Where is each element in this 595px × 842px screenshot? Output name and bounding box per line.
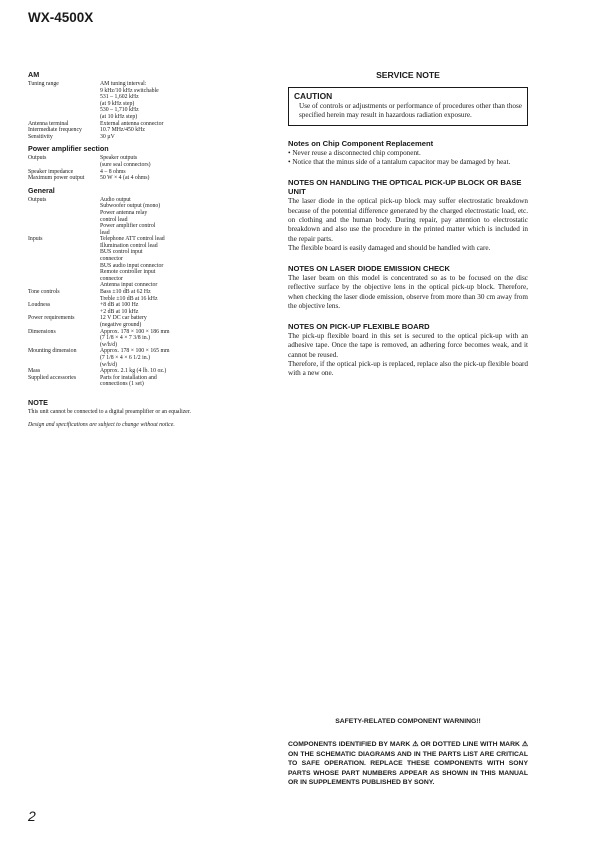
spec-value-line: Illumination control lead	[100, 242, 158, 249]
spec-value-line: (w/h/d)	[100, 361, 118, 368]
spec-label: Mass	[28, 368, 41, 375]
spec-value-line: BUS control input	[100, 249, 143, 256]
model-number: WX-4500X	[28, 10, 94, 25]
spec-row	[28, 329, 203, 349]
spec-row	[28, 197, 203, 237]
spec-value-line: 50 W × 4 (at 4 ohms)	[100, 175, 150, 182]
spec-row	[28, 155, 203, 168]
flexible-board-heading: NOTES ON PICK-UP FLEXIBLE BOARD	[288, 321, 430, 331]
chip-note-bullet: • Notice that the minus side of a tantalum capacitor may be damaged by heat.	[288, 158, 511, 167]
spec-value-line: Remote controller input	[100, 269, 156, 276]
spec-value	[100, 302, 203, 315]
spec-value-line: +8 dB at 100 Hz	[100, 302, 139, 309]
spec-value-line: 30 µV	[100, 133, 115, 140]
spec-value	[100, 236, 203, 289]
spec-label: Inputs	[28, 236, 43, 243]
flexible-board-para: Therefore, if the optical pick-up is replaced, replace also the pick-up flexible board with a new one.	[288, 359, 528, 378]
spec-value	[100, 368, 203, 375]
page-number: 2	[28, 808, 36, 824]
spec-row	[28, 127, 203, 134]
spec-label: Power requirements	[28, 315, 75, 322]
spec-row	[28, 289, 203, 302]
spec-label: Outputs	[28, 196, 47, 203]
spec-label: Maximum power output	[28, 175, 85, 182]
spec-label: Intermediate frequency	[28, 127, 82, 134]
spec-value-line: 12 V DC car battery	[100, 315, 147, 322]
spec-value-line: AM tuning interval:	[100, 81, 147, 87]
spec-value-line: BUS audio input connector	[100, 262, 164, 269]
spec-value-line: (negative ground)	[100, 322, 142, 328]
service-note-title: SERVICE NOTE	[376, 70, 440, 80]
spec-row	[28, 175, 203, 182]
optical-pickup-heading: NOTES ON HANDLING THE OPTICAL PICK-UP BLOCK OR BASE UNIT	[288, 177, 522, 197]
spec-value	[100, 175, 203, 182]
spec-label: Sensitivity	[28, 133, 53, 140]
spec-value-line: 531 – 1,602 kHz	[100, 94, 139, 101]
spec-value-line: (at 10 kHz step)	[100, 113, 138, 120]
optical-pickup-section	[288, 178, 528, 254]
spec-value-line: External antenna connector	[100, 120, 164, 127]
spec-value	[100, 329, 203, 349]
spec-value-line: Power amplifier control	[100, 223, 156, 230]
spec-value-line: 10.7 MHz/450 kHz	[100, 127, 145, 134]
spec-value-line: control lead	[100, 216, 128, 223]
spec-label: Tone controls	[28, 289, 60, 296]
spec-row	[28, 375, 203, 388]
spec-value-line: Telephone ATT control lead	[100, 236, 165, 243]
spec-value-line: (at 9 kHz step)	[100, 100, 135, 107]
spec-value-line: (7 1/8 × 4 × 6 1/2 in.)	[100, 354, 151, 361]
spec-value-line: Treble ±10 dB at 16 kHz	[100, 295, 158, 302]
spec-value	[100, 127, 203, 134]
optical-pickup-para: The laser diode in the optical pick-up block may suffer electrostatic breakdown because of the potential difference generated by the charged electrostatic load, etc. on clothing and the human body. During repair, pay attention to electrostatic breakdown and also use the procedure in the printed matter which is included in the repair parts.	[288, 197, 528, 243]
service-note-column	[288, 70, 528, 389]
spec-value	[100, 197, 203, 237]
note-text: This unit cannot be connected to a digital preamplifier or an equalizer.	[28, 408, 191, 415]
caution-title: CAUTION	[294, 91, 333, 101]
chip-notes-section	[288, 139, 528, 168]
spec-value-line: Approx. 178 × 100 × 186 mm	[100, 328, 170, 335]
spec-label: Tuning range	[28, 81, 59, 87]
safety-warning-text: COMPONENTS IDENTIFIED BY MARK ⚠ OR DOTTED LINE WITH MARK ⚠ ON THE SCHEMATIC DIAGRAMS AND IN THE PARTS LIST ARE CRITICAL TO SAFE OPERATION. REPLACE THESE COMPONENTS WITH SONY PARTS WHOSE PART NUMBERS APPEAR AS SHOWN IN THIS MANUAL OR IN SUPPLEMENTS PUBLISHED BY SONY.	[288, 741, 528, 787]
spec-value	[100, 81, 203, 121]
spec-value-line: connections (1 set)	[100, 381, 144, 388]
spec-value-line: 9 kHz/10 kHz switchable	[100, 87, 159, 94]
spec-value-line: 530 – 1,710 kHz	[100, 107, 139, 114]
spec-value-line: Antenna input connector	[100, 282, 158, 289]
disclaimer-text: Design and specifications are subject to change without notice.	[28, 421, 175, 428]
flexible-board-para: The pick-up flexible board in this set is secured to the optical pick-up with an adhesive tape. Once the tape is removed, an adhering force becomes weak, and it cannot be reused.	[288, 331, 528, 359]
spec-row	[28, 315, 203, 328]
power-amp-heading: Power amplifier section	[28, 144, 109, 154]
spec-label: Supplied accessories	[28, 374, 77, 381]
note-heading: NOTE	[28, 397, 48, 407]
spec-value	[100, 348, 203, 368]
spec-value-line: Audio output	[100, 196, 131, 203]
spec-row	[28, 134, 203, 141]
laser-check-para: The laser beam on this model is concentrated so as to be focused on the disc reflective surface by the objective lens in the optical pick-up block. Therefore, when checking the laser diode emission, observe from more than 30 cm away from the objective lens.	[288, 273, 528, 311]
spec-value-line: +2 dB at 10 kHz	[100, 308, 139, 315]
spec-value-line: Parts for installation and	[100, 374, 157, 381]
spec-value-line: Power antenna relay	[100, 209, 148, 216]
general-spec-table	[28, 197, 203, 388]
flexible-board-section	[288, 322, 528, 379]
am-heading: AM	[28, 70, 40, 79]
chip-notes-heading: Notes on Chip Component Replacement	[288, 138, 434, 148]
specifications-column	[28, 70, 203, 434]
spec-label: Antenna terminal	[28, 120, 69, 127]
caution-box	[288, 87, 528, 126]
safety-warning-title: SAFETY-RELATED COMPONENT WARNING!!	[335, 718, 481, 725]
spec-row	[28, 348, 203, 368]
spec-value-line: (sure seal connectors)	[100, 161, 151, 168]
spec-label: Dimensions	[28, 328, 56, 335]
spec-value	[100, 134, 203, 141]
spec-value	[100, 155, 203, 168]
spec-row	[28, 81, 203, 121]
spec-row	[28, 368, 203, 375]
laser-check-section	[288, 264, 528, 312]
spec-value-line: Bass ±10 dB at 62 Hz	[100, 289, 151, 296]
spec-value-line: Approx. 178 × 100 × 165 mm	[100, 348, 170, 355]
spec-row	[28, 236, 203, 289]
spec-value-line: connector	[100, 256, 123, 263]
caution-text: Use of controls or adjustments or performance of procedures other than those specified herein may result in hazardous radiation exposure.	[299, 102, 522, 120]
spec-value-line: 4 – 8 ohms	[100, 168, 126, 175]
spec-value-line: Speaker outputs	[100, 155, 138, 162]
spec-value	[100, 121, 203, 128]
spec-label: Loudness	[28, 302, 51, 309]
spec-value-line: Subwoofer output (mono)	[100, 203, 161, 210]
spec-label: Outputs	[28, 155, 47, 162]
chip-note-bullet: • Never reuse a disconnected chip component.	[288, 149, 421, 158]
spec-value	[100, 289, 203, 302]
spec-value-line: connector	[100, 275, 123, 282]
spec-row	[28, 302, 203, 315]
spec-value	[100, 315, 203, 328]
optical-pickup-para: The flexible board is easily damaged and should be handled with care.	[288, 244, 491, 253]
general-heading: General	[28, 185, 55, 195]
spec-label: Mounting dimension	[28, 348, 77, 355]
power-amp-spec-table	[28, 155, 203, 181]
spec-value-line: (w/h/d)	[100, 341, 118, 348]
am-spec-table	[28, 81, 203, 140]
spec-value-line: (7 1/8 × 4 × 7 3/8 in.)	[100, 335, 151, 342]
laser-check-heading: NOTES ON LASER DIODE EMISSION CHECK	[288, 263, 451, 273]
spec-value	[100, 375, 203, 388]
spec-value-line: Approx. 2.1 kg (4 lb. 10 oz.)	[100, 368, 167, 375]
spec-value-line: lead	[100, 229, 110, 236]
spec-label: Speaker impedance	[28, 168, 74, 175]
